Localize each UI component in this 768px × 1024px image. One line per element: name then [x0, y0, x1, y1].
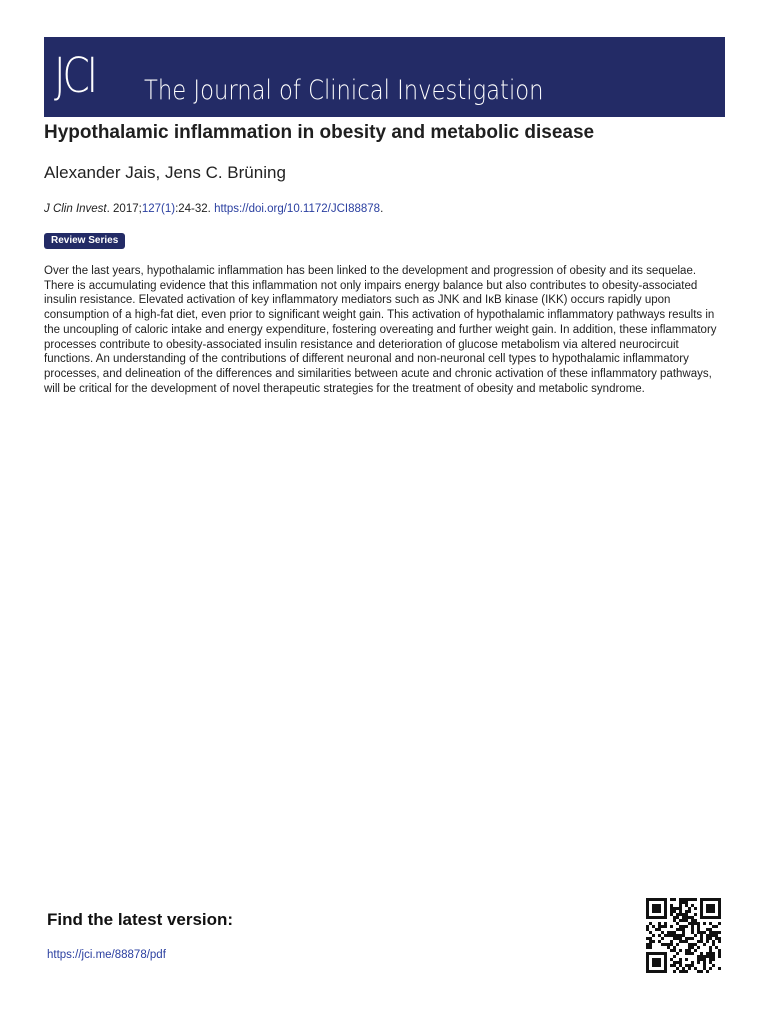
latest-version-heading: Find the latest version:	[47, 910, 234, 929]
citation-pages: :24-32.	[175, 203, 215, 215]
article-title: Hypothalamic inflammation in obesity and metabolic disease	[44, 122, 595, 143]
qr-code-icon[interactable]	[646, 898, 721, 973]
latest-version-link[interactable]: https://jci.me/88878/pdf	[47, 949, 166, 961]
article-authors: Alexander Jais, Jens C. Brüning	[44, 163, 286, 182]
citation-issue-link[interactable]: 127(1)	[141, 203, 176, 215]
jci-logo: JCI	[54, 48, 95, 104]
journal-banner	[44, 37, 725, 117]
citation-doi-link[interactable]: https://doi.org/10.1172/JCI88878	[214, 203, 381, 215]
review-series-badge[interactable]: Review Series	[44, 233, 125, 249]
journal-name: The Journal of Clinical Investigation	[144, 75, 544, 106]
citation-end: .	[380, 203, 384, 215]
abstract: Over the last years, hypothalamic inflammation has been linked to the development and progression of obesity and its sequelae. There is accumulating evidence that this inflammation not only impairs energy balance but also contributes to obesity-associated insulin resistance. Elevated activation of key inflammatory mediators such as JNK and IκB kinase (IKK) occurs rapidly upon consumption of a high-fat diet, even prior to significant weight gain. This activation of hypothalamic inflammatory pathways results in the uncoupling of caloric intake and energy expenditure, fostering overeating and further weight gain. In addition, these inflammatory processes contribute to obesity-associated insulin resistance and deterioration of glucose metabolism via altered neurocircuit functions. An understanding of the contributions of different neuronal and non-neuronal cell types to hypothalamic inflammatory processes, and delineation of the differences and similarities between acute and chronic activation of these inflammatory pathways, will be critical for the development of novel therapeutic strategies for the treatment of obesity and metabolic syndrome.	[44, 265, 717, 395]
citation	[44, 202, 383, 216]
citation-journal: J Clin Invest	[44, 203, 107, 215]
citation-year: . 2017;	[106, 203, 142, 215]
